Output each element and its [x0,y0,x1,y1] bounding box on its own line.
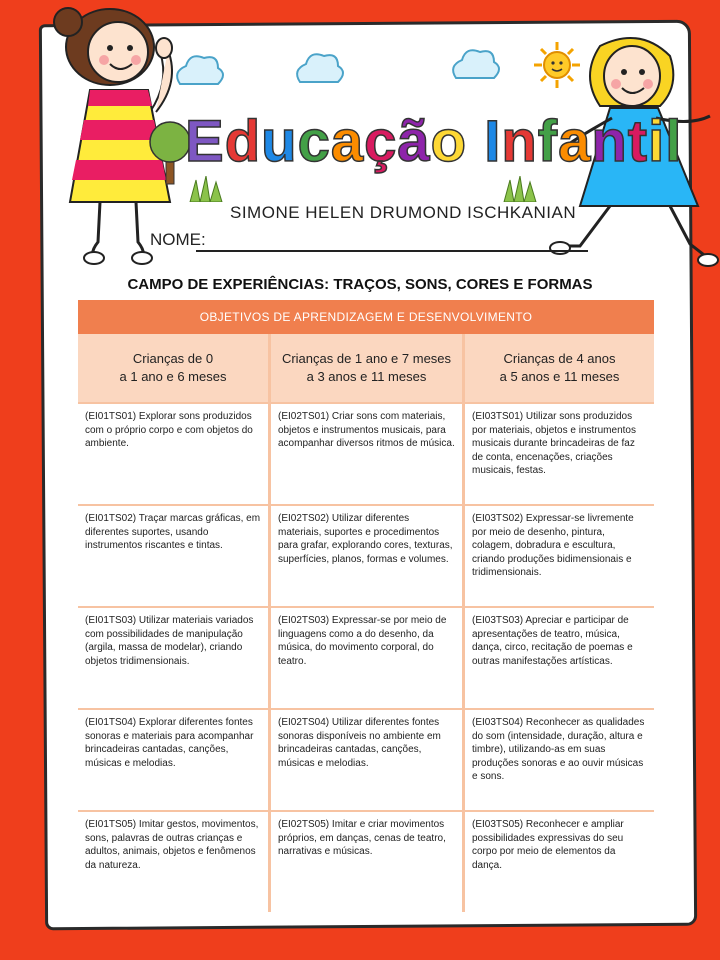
column-header [271,334,462,402]
title-letter: f [537,109,559,174]
title-letter: n [501,109,538,174]
cloud-icon [446,44,502,88]
name-field-label: NOME: [150,230,206,249]
grass-icon [502,176,538,202]
campo-title: CAMPO DE EXPERIÊNCIAS: TRAÇOS, SONS, CORES E FORMAS [127,276,593,293]
page-title [185,108,682,175]
title-letter: E [185,109,225,174]
table-cell: (EI02TS05) Imitar e criar movimentos próprios, em danças, cenas de teatro, narrativas e músicas. [271,812,462,912]
table-cell: (EI01TS04) Explorar diferentes fontes sonoras e materiais para acompanhar brincadeiras cantadas, canções, músicas e melodias. [78,710,268,810]
title-letter: n [591,109,628,174]
table-cell: (EI02TS03) Expressar-se por meio de linguagens como a do desenho, da música, do movimento corporal, do teatro. [271,608,462,708]
cloud-icon [290,48,346,92]
column-header [465,334,654,402]
table-cell: (EI01TS03) Utilizar materiais variados com possibilidades de manipulação (argila, massa de modelar), criando objetos tridimensionais. [78,608,268,708]
table-cell: (EI03TS04) Reconhecer as qualidades do som (intensidade, duração, altura e timbre), utilizando-as em suas produções sonoras e ao ouvir músicas e sons. [465,710,654,810]
table-cell: (EI03TS05) Reconhecer e ampliar possibilidades expressivas do seu corpo por meio de elementos da dança. [465,812,654,912]
title-letter: a [558,109,592,174]
table-cell: (EI03TS03) Apreciar e participar de apresentações de teatro, música, dança, circo, recitação de poemas e outras manifestações artísticas. [465,608,654,708]
title-letter: i [648,109,666,174]
title-letter: u [261,109,298,174]
title-letter: c [297,109,331,174]
column-header-line: a 5 anos e 11 meses [499,369,620,384]
cloud-icon [170,50,226,94]
column-header-line: Crianças de 1 ano e 7 meses [281,350,452,366]
table-cell: (EI02TS04) Utilizar diferentes fontes sonoras disponíveis no ambiente em brincadeiras cantadas, canções, músicas e melodias. [271,710,462,810]
grass-icon [188,176,224,202]
title-letter [467,108,484,175]
title-letter: d [224,109,262,174]
table-cell: (EI01TS02) Traçar marcas gráficas, em diferentes suportes, usando instrumentos riscantes e tintas. [78,506,268,606]
title-letter: t [627,109,649,174]
table-cell: (EI03TS02) Expressar-se livremente por meio de desenho, pintura, colagem, dobradura e escultura, criando produções bidimensionais e tridimensionais. [465,506,654,606]
title-letter: I [484,109,502,174]
title-letter: o [430,109,468,174]
column-header-line: a 1 ano e 6 meses [119,369,227,384]
table-cell: (EI02TS01) Criar sons com materiais, objetos e instrumentos musicais, para acompanhar diversos ritmos de música. [271,404,462,504]
title-letter: ç [364,109,398,174]
column-header-line: Crianças de 4 anos [503,350,616,366]
table-cell: (EI01TS05) Imitar gestos, movimentos, sons, palavras de outras crianças e adultos, animais, objetos e fenômenos da natureza. [78,812,268,912]
objectives-table [78,300,654,912]
table-cell: (EI03TS01) Utilizar sons produzidos por materiais, objetos e instrumentos musicais durante brincadeiras de faz de conta, encenações, criações musicais, festas. [465,404,654,504]
column-header-line: a 3 anos e 11 meses [306,369,427,384]
name-field-line[interactable] [196,250,588,252]
title-letter: a [330,109,365,174]
title-letter: l [665,109,683,174]
column-header [78,334,268,402]
column-header-line: Crianças de 0 [132,350,214,366]
author-name: SIMONE HELEN DRUMOND ISCHKANIAN [230,203,577,222]
table-header: OBJETIVOS DE APRENDIZAGEM E DESENVOLVIMENTO [78,300,654,334]
table-cell: (EI01TS01) Explorar sons produzidos com o próprio corpo e com objetos do ambiente. [78,404,268,504]
table-cell: (EI02TS02) Utilizar diferentes materiais, suportes e procedimentos para grafar, explorando cores, texturas, superfícies, planos, formas e volumes. [271,506,462,606]
title-letter: ã [397,109,431,174]
